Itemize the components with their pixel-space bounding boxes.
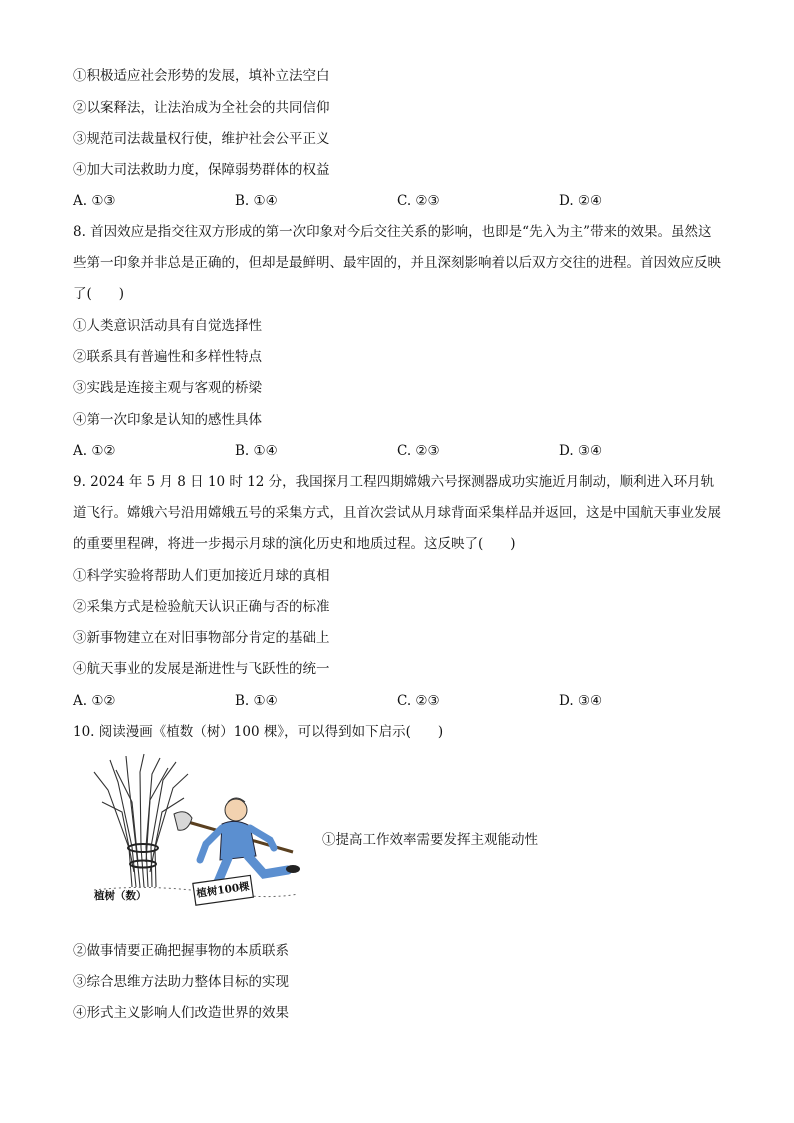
q9-option-c: C. ②③ — [397, 693, 440, 709]
q7-option-d: D. ②④ — [559, 193, 603, 209]
q8-option-c: C. ②③ — [397, 443, 440, 459]
q8-option-b: B. ①④ — [235, 443, 278, 459]
q8-options — [73, 441, 733, 461]
cartoon-caption: 植树（数） — [94, 890, 147, 902]
q7-item-4: ④加大司法救助力度，保障弱势群体的权益 — [73, 162, 330, 178]
q8-item-3: ③实践是连接主观与客观的桥梁 — [73, 380, 262, 396]
q9-option-a: A. ①② — [73, 693, 116, 709]
q10-item-3: ③综合思维方法助力整体目标的实现 — [73, 974, 289, 990]
q9-option-d: D. ③④ — [559, 693, 603, 709]
q7-item-2: ②以案释法，让法治成为全社会的共同信仰 — [73, 100, 330, 116]
q9-options — [73, 691, 733, 711]
q7-options — [73, 191, 733, 211]
cartoon-sign-text: 植树100棵 — [195, 880, 251, 900]
q10-stem: 10. 阅读漫画《植数（树）100 棵》，可以得到如下启示( ) — [73, 724, 444, 740]
q9-stem: 9. 2024 年 5 月 8 日 10 时 12 分，我国探月工程四期嫦娥六号探测器成功实施近月制动，顺利进入环月轨道飞行。嫦娥六号沿用嫦娥五号的采集方式，且首次尝试从月球背面采集样品并返回，这是中国航天事业发展的重要里程碑，将进一步揭示月球的演化历史和地质过程。这反映了( ) — [73, 474, 721, 552]
q10-item-4: ④形式主义影响人们改造世界的效果 — [73, 1005, 289, 1021]
q7-item-1: ①积极适应社会形势的发展，填补立法空白 — [73, 68, 330, 84]
q10-item-2: ②做事情要正确把握事物的本质联系 — [73, 943, 289, 959]
q8-stem: 8. 首因效应是指交往双方形成的第一次印象对今后交往关系的影响，也即是“先入为主”带来的效果。虽然这些第一印象并非总是正确的，但却是最鲜明、最牢固的，并且深刻影响着以后双方交往的进程。首因效应反映了( ) — [73, 224, 721, 302]
q8-item-1: ①人类意识活动具有自觉选择性 — [73, 318, 262, 334]
q7-option-a: A. ①③ — [73, 193, 116, 209]
q7-option-b: B. ①④ — [235, 193, 278, 209]
q8-item-2: ②联系具有普遍性和多样性特点 — [73, 349, 262, 365]
q8-option-a: A. ①② — [73, 443, 116, 459]
q9-item-1: ①科学实验将帮助人们更加接近月球的真相 — [73, 568, 330, 584]
q9-item-2: ②采集方式是检验航天认识正确与否的标准 — [73, 599, 330, 615]
q7-option-c: C. ②③ — [397, 193, 440, 209]
q8-item-4: ④第一次印象是认知的感性具体 — [73, 412, 262, 428]
q9-item-3: ③新事物建立在对旧事物部分肯定的基础上 — [73, 630, 330, 646]
q8-option-d: D. ③④ — [559, 443, 603, 459]
q9-option-b: B. ①④ — [235, 693, 278, 709]
q10-item-1: ①提高工作效率需要发挥主观能动性 — [322, 832, 538, 848]
q9-item-4: ④航天事业的发展是渐进性与飞跃性的统一 — [73, 661, 330, 677]
cartoon-illustration — [88, 752, 312, 918]
q7-item-3: ③规范司法裁量权行使，维护社会公平正义 — [73, 131, 330, 147]
